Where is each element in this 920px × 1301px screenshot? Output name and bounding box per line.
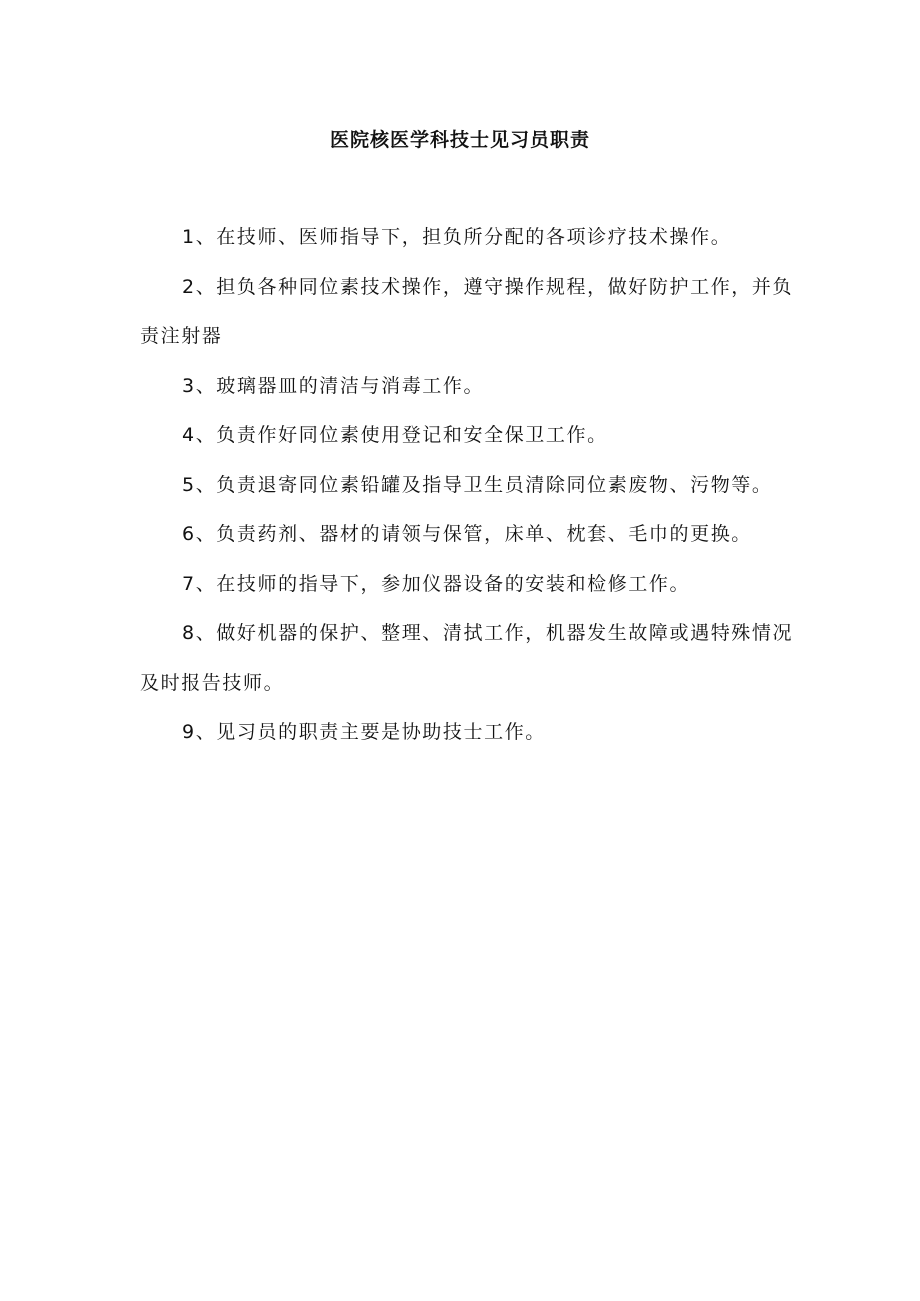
duty-item-6: 6、负责药剂、器材的请领与保管，床单、枕套、毛巾的更换。 — [182, 523, 752, 545]
duty-item-9: 9、见习员的职责主要是协助技士工作。 — [182, 721, 546, 743]
duty-item-2: 2、担负各种同位素技术操作，遵守操作规程，做好防护工作，并负责注射器 — [140, 275, 794, 347]
duty-item-7: 7、在技师的指导下，参加仪器设备的安装和检修工作。 — [182, 572, 691, 595]
duty-item-1: 1、在技师、医师指导下，担负所分配的各项诊疗技术操作。 — [182, 226, 732, 248]
duty-list — [140, 213, 800, 758]
duty-item-8: 8、做好机器的保护、整理、清拭工作，机器发生故障或遇特殊情况及时报告技师。 — [140, 622, 794, 694]
duty-item-4: 4、负责作好同位素使用登记和安全保卫工作。 — [182, 424, 608, 446]
document-title: 医院核医学科技士见习员职责 — [329, 129, 590, 151]
duty-item-5: 5、负责退寄同位素铅罐及指导卫生员清除同位素废物、污物等。 — [182, 473, 773, 496]
duty-item-3: 3、玻璃器皿的清洁与消毒工作。 — [182, 374, 485, 397]
